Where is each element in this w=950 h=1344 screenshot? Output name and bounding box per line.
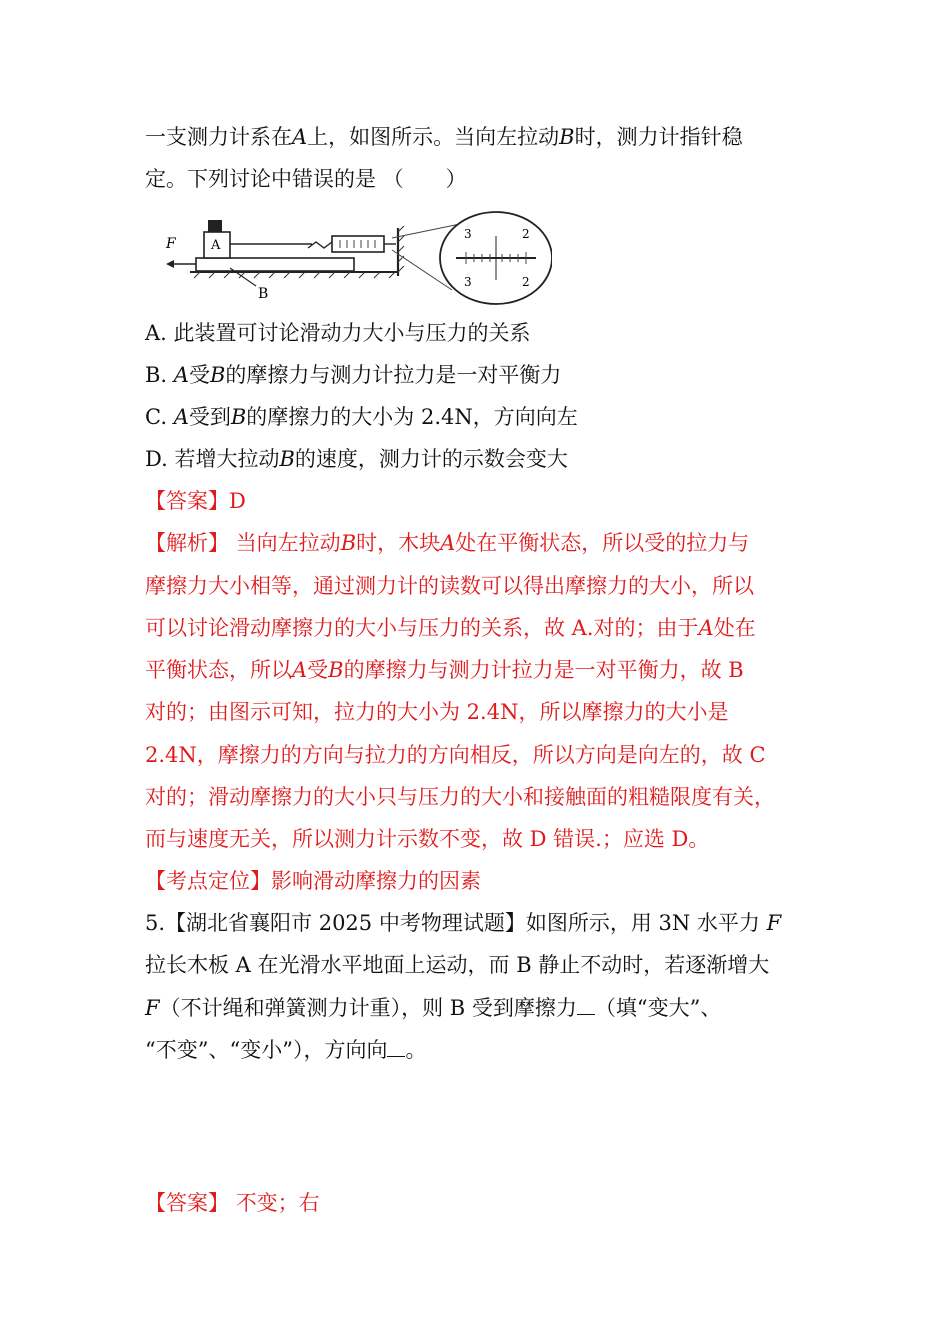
label-a: A: [211, 238, 221, 253]
arrow-head: [166, 260, 174, 268]
dial-label: 3: [464, 227, 472, 241]
text: 当向左拉动: [235, 531, 341, 555]
dial-label: 2: [522, 227, 530, 241]
label-f: F: [166, 236, 176, 252]
text: 处在: [713, 616, 756, 640]
text: 上，如图所示。当向左拉动: [307, 125, 560, 149]
text: B: [328, 658, 344, 682]
dial-label: 2: [522, 275, 530, 289]
text: A: [698, 616, 714, 640]
option-prefix: B.: [145, 363, 168, 387]
option-prefix: C.: [145, 405, 167, 429]
answer-value: 不变；右: [235, 1191, 320, 1215]
analysis-line: [145, 528, 749, 558]
spring-hook: [308, 242, 332, 248]
text: 时，木块: [356, 531, 441, 555]
analysis-line: [145, 613, 756, 643]
spring-scale-figure: [160, 208, 552, 306]
key-point-label: 【考点定位】: [145, 869, 271, 893]
analysis-line: 摩擦力大小相等，通过测力计的读数可以得出摩擦力的大小，所以: [145, 574, 754, 598]
answer-label: 【答案】: [145, 1191, 229, 1215]
text: 的速度，测力计的示数会变大: [294, 447, 568, 471]
text: B: [559, 125, 575, 149]
q4-stem-line1: [145, 122, 743, 152]
option-b: [145, 360, 561, 390]
analysis-line: 而与速度无关，所以测力计示数不变，故 D 错误.；应选 D。: [145, 827, 710, 851]
option-d: [145, 444, 568, 474]
text: 的摩擦力的大小为 2.4N，方向向左: [246, 405, 578, 429]
text: A: [173, 405, 189, 429]
answer-value: D: [229, 489, 246, 513]
analysis-line: 对的；由图示可知，拉力的大小为 2.4N，所以摩擦力的大小是: [145, 700, 729, 724]
analysis-line: [145, 655, 744, 685]
board-b: [196, 258, 354, 271]
analysis-label: 【解析】: [145, 531, 229, 555]
q5-line4: [145, 1035, 426, 1065]
text: 一支测力计系在: [145, 125, 292, 149]
dial-label: 3: [464, 275, 472, 289]
option-prefix: A.: [145, 321, 167, 345]
text: 的摩擦力与测力计拉力是一对平衡力: [225, 363, 562, 387]
analysis-line: 对的；滑动摩擦力的大小只与压力的大小和接触面的粗糙限度有关，: [145, 785, 775, 809]
fill-blank[interactable]: [387, 1038, 405, 1057]
option-text: 此装置可讨论滑动力大小与压力的关系: [173, 321, 531, 345]
text: （填“变大”、: [594, 996, 722, 1020]
text: 时，测力计指针稳: [574, 125, 743, 149]
text: 。: [405, 1038, 427, 1062]
q5-line1: [145, 908, 781, 938]
text: B: [230, 405, 247, 429]
q5-answer: [145, 1188, 320, 1218]
weight: [208, 220, 222, 232]
text: 受到: [188, 405, 231, 429]
text: 受: [307, 658, 329, 682]
q5-line3: [145, 993, 721, 1023]
text: A: [292, 658, 308, 682]
text: 若增大拉动: [174, 447, 280, 471]
key-point-text: 影响滑动摩擦力的因素: [271, 869, 481, 893]
text: F: [145, 996, 160, 1020]
q5-line2: 拉长木板 A 在光滑水平地面上运动，而 B 静止不动时，若逐渐增大: [145, 953, 770, 977]
analysis-line: 2.4N，摩擦力的方向与拉力的方向相反，所以方向是向左的，故 C: [145, 743, 766, 767]
option-c: [145, 402, 578, 432]
answer-label: 【答案】: [145, 489, 229, 513]
text: A: [173, 363, 189, 387]
text: A: [292, 125, 308, 149]
text: 可以讨论滑动摩擦力的大小与压力的关系，故 A.对的；由于: [145, 616, 699, 640]
option-a: [145, 318, 531, 348]
text: 受: [188, 363, 210, 387]
text: B: [340, 531, 357, 555]
text: （不计绳和弹簧测力计重），则 B 受到摩擦力: [159, 996, 577, 1020]
text: 平衡状态，所以: [145, 658, 292, 682]
text: 的摩擦力与测力计拉力是一对平衡力，故 B: [343, 658, 744, 682]
label-b: B: [258, 286, 269, 302]
key-point: [145, 866, 481, 896]
text: B: [209, 363, 226, 387]
q4-answer: [145, 486, 246, 516]
text: F: [766, 911, 782, 935]
option-prefix: D.: [145, 447, 168, 471]
text: 5.【湖北省襄阳市 2025 中考物理试题】如图所示，用 3N 水平力: [145, 911, 760, 935]
fill-blank[interactable]: [577, 996, 595, 1015]
text: A: [440, 531, 456, 555]
text: B: [279, 447, 295, 471]
text: 处在平衡状态，所以受的拉力与: [455, 531, 750, 555]
q4-stem-line2: 定。下列讨论中错误的是 （ ）: [145, 167, 467, 191]
text: “不变”、“变小”），方向向: [145, 1038, 388, 1062]
